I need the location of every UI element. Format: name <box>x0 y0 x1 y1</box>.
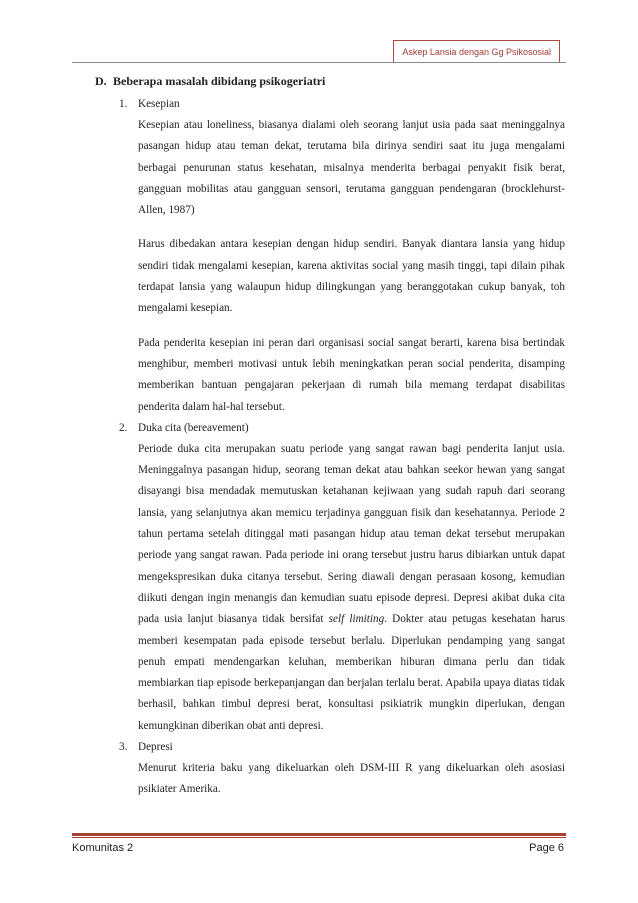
section-title: Beberapa masalah dibidang psikogeriatri <box>113 74 326 88</box>
list-item-title: Duka cita (bereavement) <box>138 421 249 434</box>
page-number: Page 6 <box>529 842 564 854</box>
section-heading <box>95 73 565 89</box>
list-item-duka-cita <box>119 418 565 737</box>
list-item-depresi <box>119 737 565 801</box>
paragraph: Pada penderita kesepian ini peran dari organisasi social sangat berarti, karena bisa bertindak menghibur, memberi motivasi untuk lebih meningkatkan peran social penderita, disamping memberikan bantuan pengajaran pekerjaan di rumah bila memang terdapat disabilitas penderita dalam hal-hal tersebut. <box>138 336 565 413</box>
list-item-heading <box>119 418 565 439</box>
paragraph-text: Periode duka cita merupakan suatu periode yang sangat rawan bagi penderita lanjut usia. Meninggalnya pasangan hidup, seorang teman dekat atau bahkan seekor hewan yang sangat disayangi bisa mendadak memutuskan ketahanan kejiwaan yang sudah rapuh dari seorang lansia, yang selanjutnya akan memicu terjadinya gangguan fisik dan kesehatannya. Periode 2 tahun pertama setelah ditinggal mati pasangan hidup atau teman dekat tersebut merupakan periode yang sangat rawan. Pada periode ini orang tersebut justru harus dibiarkan untuk dapat mengekspresikan duka citanya tersebut. Sering diawali dengan perasaan kosong, kemudian diikuti dengan ingin menangis dan kemudian suatu episode depresi. Depresi akibat duka cita pada usia lanjut biasanya tidak bersifat <box>138 442 565 626</box>
list-item-title: Depresi <box>138 741 173 754</box>
paragraph-text: . Dokter atau petugas kesehatan harus memberi kesempatan pada episode tersebut berlalu. Diperlukan pendamping yang sangat penuh empati mendengarkan keluhan, memberikan hiburan dimana perlu dan tidak membiarkan tiap episode berkepanjangan dan berjalan terlalu berat. Apabila upaya diatas tidak berhasil, bahkan timbul depresi berat, konsultasi psikiatrik mungkin diperlukan, dengan kemungkinan diberikan obat anti depresi. <box>138 613 565 732</box>
page-body <box>95 73 565 801</box>
list-item-kesepian <box>119 94 565 418</box>
list-item-number: 2. <box>119 421 128 434</box>
list-item-number: 1. <box>119 98 128 110</box>
header-rule <box>72 62 566 63</box>
section-letter: D. <box>95 74 107 88</box>
running-header-title: Askep Lansia dengan Gg Psikososial <box>402 47 551 57</box>
footer-rule-thick <box>72 833 566 836</box>
paragraph <box>138 439 565 737</box>
paragraph: Menurut kriteria baku yang dikeluarkan oleh DSM-III R yang dikeluarkan oleh asosiasi psikiater Amerika. <box>138 762 565 796</box>
footer-left-text: Komunitas 2 <box>72 842 134 854</box>
list-item-heading <box>119 94 565 115</box>
paragraph: Kesepian atau loneliness, biasanya dialami oleh seorang lanjut usia pada saat meninggalnya pasangan hidup atau teman dekat, terutama bila dirinya sendiri saat itu juga mengalami berbagai penurunan status kesehatan, misalnya menderita berbagai penyakit fisik berat, gangguan mobilitas atau gangguan sensori, terutama gangguan pendengaran (brocklehurst-Allen, 1987) <box>138 119 565 217</box>
list-item-title: Kesepian <box>138 98 180 110</box>
footer-rule-thin <box>72 837 566 838</box>
running-header <box>72 36 566 64</box>
list-item-number: 3. <box>119 741 128 754</box>
list-item-heading <box>119 737 565 758</box>
italic-term: self limiting <box>328 613 385 626</box>
paragraph: Harus dibedakan antara kesepian dengan hidup sendiri. Banyak diantara lansia yang hidup sendiri tidak mengalami kesepian, karena aktivitas social yang masih tinggi, tapi dilain pihak terdapat lansia yang walaupun hidup dilingkungan yang beranggotakan cukup banyak, toh mengalami kesepian. <box>138 238 565 315</box>
running-header-box <box>393 40 560 63</box>
